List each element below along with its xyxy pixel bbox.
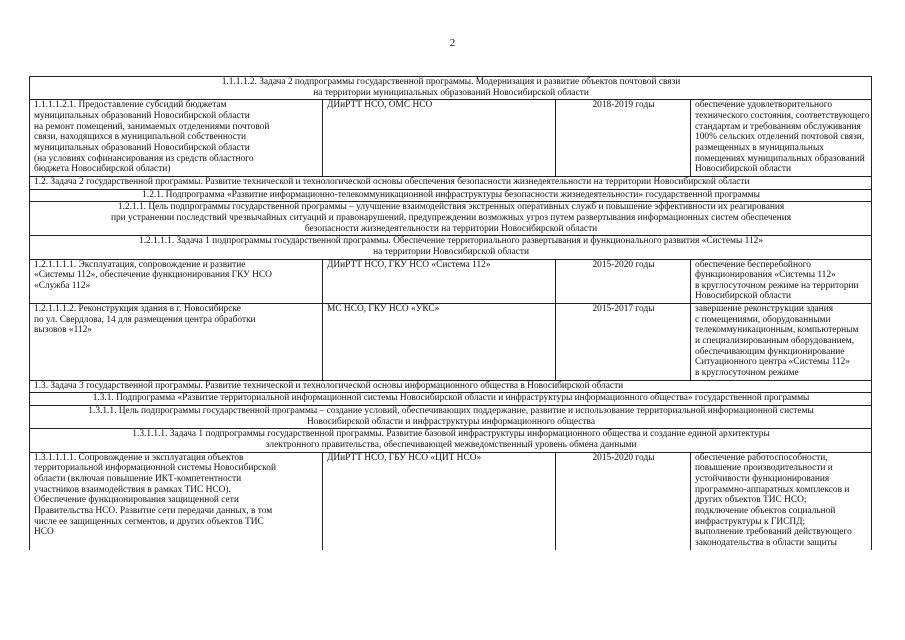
text-line: 1.2.1.1.1.2. Реконструкция здания в г. Новосибирске <box>34 304 241 315</box>
text-line: Ситуационного центра «Системы 112» <box>695 357 851 368</box>
text-line: в круглосуточном режиме на территории <box>695 280 859 291</box>
section-heading-row <box>30 189 872 202</box>
text-line: числе ее защищенных сегментов, и других объектов ТИС <box>34 516 264 527</box>
section-heading <box>30 77 872 100</box>
text-line: связи, находящихся в муниципальной собственности <box>34 132 247 143</box>
text-line: Новосибирской области <box>695 291 792 302</box>
measure-description <box>30 100 323 177</box>
table-row <box>30 100 872 177</box>
text-line: размещенных в муниципальных <box>695 142 824 153</box>
period: 2015-2017 годы <box>556 304 691 381</box>
expected-result <box>691 259 872 304</box>
text-line: территориальной информационной системы Новосибирской <box>34 463 276 474</box>
measure-description <box>30 452 323 549</box>
text-line: муниципальных образований Новосибирской области <box>34 142 250 153</box>
text-line: на территории муниципальных образований Новосибирской области <box>313 87 589 98</box>
text-line: обеспечение работоспособности, <box>695 452 828 463</box>
section-heading-row <box>30 202 872 236</box>
text-line: повышение производительности и <box>695 463 833 474</box>
section-heading <box>30 176 872 189</box>
text-line: 1.3. Задача 3 государственной программы. Развитие технической и технологической основы информационного общества в Новосибирской области <box>34 380 624 391</box>
section-heading-row <box>30 429 872 452</box>
executor: ДИиРТТ НСО, ОМС НСО <box>323 100 556 177</box>
text-line: электронного правительства, обеспечивающей межведомственный уровень обмена данными <box>265 440 637 450</box>
text-line: выполнение требований действующего <box>695 527 852 538</box>
section-heading-row <box>30 406 872 429</box>
text-line: обеспечение бесперебойного <box>695 259 811 270</box>
table-row <box>30 304 872 381</box>
executor: ДИиРТТ НСО, ГБУ НСО «ЦИТ НСО» <box>323 452 556 549</box>
text-line: на территории Новосибирской области <box>373 246 529 257</box>
text-line: Обеспечение функционирования защищенной сети <box>34 495 239 506</box>
text-line: по ул. Свердлова, 14 для размещения центра обработки <box>34 314 256 325</box>
text-line: муниципальных образований Новосибирской области <box>34 110 250 121</box>
measure-description <box>30 259 323 304</box>
text-line: 100% сельских отделений почтовой связи, <box>695 132 865 143</box>
text-line: области (включая повышение ИКТ-компетентности <box>34 473 242 484</box>
text-line: участников взаимодействия в рамках ТИС НСО). <box>34 484 231 495</box>
expected-result <box>691 452 872 549</box>
section-heading <box>30 236 872 259</box>
text-line: в круглосуточном режиме <box>695 368 799 379</box>
section-heading <box>30 406 872 429</box>
text-line: технического состояния, соответствующего <box>695 110 870 121</box>
section-heading <box>30 380 872 393</box>
section-heading <box>30 189 872 202</box>
text-line: помещениях муниципальных образований <box>695 153 865 164</box>
text-line: 1.2.1.1.1.1. Эксплуатация, сопровождение и развитие <box>34 259 246 270</box>
section-heading-row <box>30 176 872 189</box>
text-line: 1.3.1.1.1. Задача 1 подпрограммы государственной программы. Развитие базовой инфраструктуры информационного общества и создание единой архитектуры <box>132 429 770 440</box>
text-line: обеспечение удовлетворительного <box>695 100 833 111</box>
period: 2015-2020 годы <box>556 259 691 304</box>
text-line: 1.2.1. Подпрограмма «Развитие информационно-телекоммуникационной инфраструктуры безопасности жизнедеятельности» государственной программы <box>142 189 760 200</box>
text-line: устойчивости функционирования <box>695 473 830 484</box>
text-line: безопасности жизнедеятельности на территории Новосибирской области <box>304 223 598 234</box>
text-line: телекоммуникационным, компьютерным <box>695 325 859 336</box>
text-line: Новосибирской области и инфраструктуры информационного общества <box>307 416 596 427</box>
text-line: обеспечивающим функционирование <box>695 346 845 357</box>
text-line: «Системы 112», обеспечение функционирования ГКУ НСО <box>34 270 272 281</box>
text-line: 1.3.1.1. Цель подпрограммы государственной программы – создание условий, обеспечивающих поддержание, развитие и использование территориальной информационной системы <box>88 406 814 417</box>
text-line: с помещениями, оборудованными <box>695 314 831 325</box>
text-line: стандартам и требованиям обслуживания <box>695 121 861 132</box>
text-line: 1.2.1.1.1. Задача 1 подпрограммы государственной программы. Обеспечение территориального развертывания и функционального развития «Системы 112» <box>139 236 764 247</box>
section-heading <box>30 393 872 406</box>
text-line: законодательства в области защиты <box>695 537 837 548</box>
table-row <box>30 259 872 304</box>
expected-result <box>691 304 872 381</box>
executor: МС НСО, ГКУ НСО «УКС» <box>323 304 556 381</box>
text-line: функционирования «Системы 112» <box>695 270 836 281</box>
text-line: и специализированным оборудованием, <box>695 336 855 347</box>
period: 2015-2020 годы <box>556 452 691 549</box>
text-line: НСО <box>34 527 54 538</box>
period: 2018-2019 годы <box>556 100 691 177</box>
text-line: (на условиях софинансирования из средств областного <box>34 153 254 164</box>
text-line: 1.3.1.1.1.1. Сопровождение и эксплуатация объектов <box>34 452 244 463</box>
table-row <box>30 452 872 549</box>
text-line: бюджета Новосибирской области) <box>34 164 171 175</box>
expected-result <box>691 100 872 177</box>
measure-description <box>30 304 323 381</box>
text-line: вызовов «112» <box>34 325 92 336</box>
program-measures-table <box>29 76 872 550</box>
text-line: других объектов ТИС НСО; <box>695 495 807 506</box>
text-line: 1.2.1.1. Цель подпрограммы государственной программы – улучшение взаимодействия экстренных оперативных служб и повышение эффективности их реагирования <box>117 202 785 213</box>
text-line: 1.2. Задача 2 государственной программы. Развитие технической и технологической основы обеспечения безопасности жизнедеятельности на территории Новосибирской области <box>34 176 750 187</box>
text-line: 1.1.1.1.2.1. Предоставление субсидий бюджетам <box>34 100 227 111</box>
text-line: 1.3.1. Подпрограмма «Развитие территориальной информационной системы Новосибирской области и инфраструктуры информационного общества» государственной программы <box>92 393 810 404</box>
text-line: Правительства НСО. Развитие сети передачи данных, в том <box>34 505 273 516</box>
text-line: программно-аппаратных комплексов и <box>695 484 850 495</box>
text-line: при устранении последствий чрезвычайных ситуаций и правонарушений, предупреждении возможных угроз путем развертывания информационных систем обеспечения <box>110 212 792 223</box>
text-line: инфраструктуры к ГИСПД; <box>695 516 806 527</box>
text-line: 1.1.1.1.2. Задача 2 подпрограммы государственной программы. Модернизация и развитие объектов почтовой связи <box>221 77 681 87</box>
text-line: Новосибирской области <box>695 164 792 175</box>
section-heading-row <box>30 77 872 100</box>
page-number: 2 <box>449 37 456 49</box>
text-line: подключение объектов социальной <box>695 505 836 516</box>
section-heading-row <box>30 236 872 259</box>
text-line: на ремонт помещений, занимаемых отделениями почтовой <box>34 121 270 132</box>
text-line: завершение реконструкции здания <box>695 304 834 315</box>
text-line: «Служба 112» <box>34 280 91 291</box>
section-heading-row <box>30 380 872 393</box>
section-heading <box>30 429 872 452</box>
executor: ДИиРТТ НСО, ГКУ НСО «Система 112» <box>323 259 556 304</box>
section-heading-row <box>30 393 872 406</box>
section-heading <box>30 202 872 236</box>
